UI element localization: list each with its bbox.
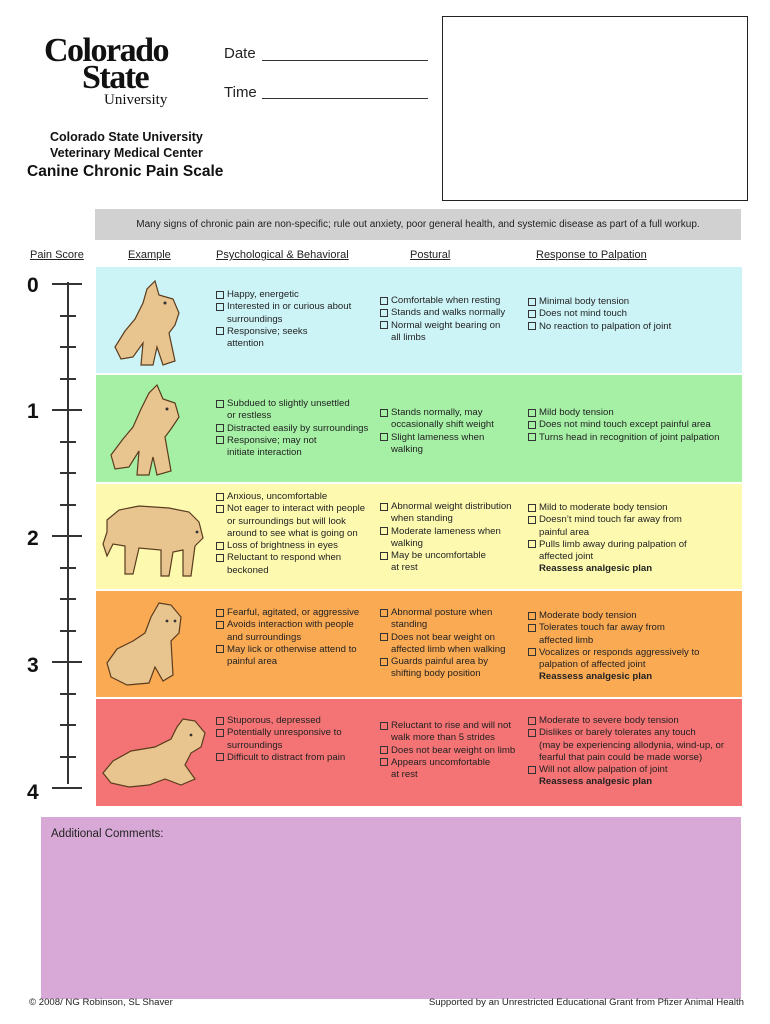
checklist-item[interactable]: May be uncomfortable at rest — [380, 550, 525, 575]
scale-tick — [60, 346, 76, 348]
checkbox[interactable] — [216, 291, 224, 299]
scale-tick — [60, 378, 76, 380]
checklist-item[interactable]: Comfortable when resting — [380, 295, 525, 307]
checkbox[interactable] — [216, 554, 224, 562]
checkbox[interactable] — [216, 436, 224, 444]
psych-column — [216, 289, 376, 350]
checklist-item[interactable]: May lick or otherwise attend to painful area — [216, 644, 381, 669]
checklist-item[interactable]: Abnormal posture when standing — [380, 607, 525, 632]
pain-score-3: 3 — [27, 654, 39, 677]
checklist-item[interactable]: Does not bear weight on limb — [380, 745, 525, 757]
checklist-item[interactable]: Reluctant to respond when beckoned — [216, 552, 381, 577]
checkbox[interactable] — [528, 717, 536, 725]
psych-column — [216, 491, 381, 577]
org-line-1: Colorado State University — [50, 130, 203, 144]
dog-sitting-fearful-icon — [99, 595, 199, 693]
checkbox[interactable] — [380, 503, 388, 511]
checklist-item[interactable]: No reaction to palpation of joint — [528, 321, 740, 333]
checklist-item[interactable]: Slight lameness when walking — [380, 432, 525, 457]
csu-logo — [44, 34, 214, 108]
checkbox[interactable] — [380, 309, 388, 317]
checkbox[interactable] — [216, 303, 224, 311]
logo-line-university: University — [104, 92, 168, 108]
pain-row-1 — [96, 375, 742, 482]
page-title: Canine Chronic Pain Scale — [27, 163, 224, 180]
column-header-example: Example — [128, 249, 171, 261]
scale-tick — [52, 283, 82, 285]
checkbox[interactable] — [380, 609, 388, 617]
pain-row-0 — [96, 267, 742, 373]
scale-tick — [60, 315, 76, 317]
checkbox[interactable] — [216, 753, 224, 761]
checklist-item[interactable]: Minimal body tension — [528, 296, 740, 308]
column-header-palpation: Response to Palpation — [536, 249, 647, 261]
checkbox[interactable] — [380, 527, 388, 535]
checkbox[interactable] — [216, 729, 224, 737]
checklist-item[interactable]: Responsive; may not initiate interaction — [216, 435, 381, 460]
checkbox[interactable] — [216, 645, 224, 653]
checkbox[interactable] — [216, 424, 224, 432]
pain-score-0: 0 — [27, 274, 39, 297]
patient-label-box[interactable] — [442, 16, 748, 201]
checklist-item[interactable]: Dislikes or barely tolerates any touch (may be experiencing allodynia, wind-up, or fearful that pain could be made worse) — [528, 727, 740, 764]
checkbox[interactable] — [216, 717, 224, 725]
checklist-item[interactable]: Interested in or curious about surroundings — [216, 301, 376, 326]
dog-lying-stuporous-icon — [99, 709, 211, 799]
column-header-pain-score: Pain Score — [30, 249, 84, 261]
checklist-item[interactable]: Pulls limb away during palpation of affected joint — [528, 539, 740, 564]
scale-tick — [60, 567, 76, 569]
pain-score-2: 2 — [27, 527, 39, 550]
dog-standing-anxious-icon — [99, 490, 211, 582]
checkbox[interactable] — [216, 542, 224, 550]
reassess-note: Reassess analgesic plan — [539, 563, 653, 575]
scale-tick — [60, 472, 76, 474]
checkbox[interactable] — [528, 433, 536, 441]
checklist-item[interactable]: Stands and walks normally — [380, 307, 525, 319]
checkbox[interactable] — [380, 633, 388, 641]
checklist-item[interactable]: Moderate to severe body tension — [528, 715, 740, 727]
checkbox[interactable] — [380, 321, 388, 329]
additional-comments-box[interactable] — [41, 817, 741, 999]
checklist-item[interactable]: Anxious, uncomfortable — [216, 491, 381, 503]
checkbox[interactable] — [528, 298, 536, 306]
checkbox[interactable] — [528, 421, 536, 429]
time-field[interactable] — [262, 98, 428, 99]
logo-line-colorado: Colorado — [44, 32, 168, 69]
checkbox[interactable] — [216, 505, 224, 513]
scale-tick — [60, 598, 76, 600]
checklist-item[interactable]: Subdued to slightly unsettled or restless — [216, 398, 381, 423]
checklist-item[interactable]: Normal weight bearing on all limbs — [380, 320, 525, 345]
pain-row-2 — [96, 484, 742, 589]
scale-tick — [52, 661, 82, 663]
psych-column — [216, 607, 381, 668]
dog-sitting-subdued-icon — [99, 379, 199, 479]
checkbox[interactable] — [216, 400, 224, 408]
checkbox[interactable] — [380, 758, 388, 766]
checkbox[interactable] — [528, 322, 536, 330]
checklist-item[interactable]: Loss of brightness in eyes — [216, 540, 381, 552]
checklist-item[interactable]: Stands normally, may occasionally shift weight — [380, 407, 525, 432]
reassess-note: Reassess analgesic plan — [539, 671, 653, 683]
time-label: Time — [224, 84, 257, 101]
checklist-item[interactable]: Reluctant to rise and will not walk more than 5 strides — [380, 720, 525, 745]
checklist-item[interactable]: Does not bear weight on affected limb when walking — [380, 632, 525, 657]
checkbox[interactable] — [528, 612, 536, 620]
palpation-column — [528, 715, 740, 789]
additional-comments-label: Additional Comments: — [51, 828, 164, 840]
date-label: Date — [224, 45, 256, 62]
checkbox[interactable] — [528, 540, 536, 548]
checklist-item[interactable]: Tolerates touch far away from affected limb — [528, 622, 740, 647]
column-header-postural: Postural — [410, 249, 451, 261]
checkbox[interactable] — [380, 409, 388, 417]
checklist-item[interactable]: Avoids interaction with people and surroundings — [216, 619, 381, 644]
checkbox[interactable] — [216, 493, 224, 501]
palpation-column — [528, 502, 740, 576]
postural-column — [380, 607, 525, 681]
scale-tick — [60, 630, 76, 632]
checkbox[interactable] — [216, 621, 224, 629]
checkbox[interactable] — [380, 433, 388, 441]
checkbox[interactable] — [380, 552, 388, 560]
checklist-item[interactable]: Difficult to distract from pain — [216, 752, 381, 764]
checklist-item[interactable]: Does not mind touch except painful area — [528, 419, 740, 431]
scale-tick — [60, 504, 76, 506]
checkbox[interactable] — [380, 746, 388, 754]
sponsor-text: Supported by an Unrestricted Educational Grant from Pfizer Animal Health — [428, 997, 744, 1008]
checklist-item[interactable]: Appears uncomfortable at rest — [380, 757, 525, 782]
palpation-column — [528, 610, 740, 684]
checklist-item[interactable]: Stuporous, depressed — [216, 715, 381, 727]
copyright-text: © 2008/ NG Robinson, SL Shaver — [29, 997, 173, 1008]
column-header-psych: Psychological & Behavioral — [216, 249, 349, 261]
pain-row-4 — [96, 699, 742, 806]
checklist-item[interactable]: Happy, energetic — [216, 289, 376, 301]
logo-line-state: State — [82, 59, 149, 96]
checkbox[interactable] — [216, 609, 224, 617]
date-field[interactable] — [262, 60, 428, 61]
checkbox[interactable] — [380, 658, 388, 666]
scale-tick — [60, 724, 76, 726]
checklist-item[interactable]: Fearful, agitated, or aggressive — [216, 607, 381, 619]
checklist-item[interactable]: Potentially unresponsive to surroundings — [216, 727, 381, 752]
psych-column — [216, 715, 381, 764]
checkbox[interactable] — [380, 722, 388, 730]
scale-tick — [60, 756, 76, 758]
dog-sitting-happy-icon — [99, 273, 199, 369]
checklist-item[interactable]: Vocalizes or responds aggressively to palpation of affected joint — [528, 647, 740, 672]
checklist-item[interactable]: Does not mind touch — [528, 308, 740, 320]
checklist-item[interactable]: Guards painful area by shifting body position — [380, 656, 525, 681]
palpation-column — [528, 296, 740, 333]
checklist-item[interactable]: Mild body tension — [528, 407, 740, 419]
checkbox[interactable] — [380, 297, 388, 305]
checkbox[interactable] — [528, 504, 536, 512]
checklist-item[interactable]: Abnormal weight distribution when standing — [380, 501, 525, 526]
checklist-item[interactable]: Moderate lameness when walking — [380, 526, 525, 551]
pain-score-4: 4 — [27, 781, 39, 804]
postural-column — [380, 720, 525, 781]
checkbox[interactable] — [528, 766, 536, 774]
checklist-item[interactable]: Distracted easily by surroundings — [216, 423, 381, 435]
pain-score-1: 1 — [27, 400, 39, 423]
checklist-item[interactable]: Will not allow palpation of joint — [528, 764, 740, 776]
palpation-column — [528, 407, 740, 444]
scale-tick — [52, 787, 82, 789]
scale-tick — [52, 409, 82, 411]
checklist-item[interactable]: Doesn’t mind touch far away from painful area — [528, 514, 740, 539]
org-line-2: Veterinary Medical Center — [50, 146, 203, 160]
postural-column — [380, 407, 525, 456]
checkbox[interactable] — [528, 648, 536, 656]
checkbox[interactable] — [528, 516, 536, 524]
checklist-item[interactable]: Responsive; seeks attention — [216, 326, 376, 351]
postural-column — [380, 295, 525, 344]
scale-tick — [60, 441, 76, 443]
psych-column — [216, 398, 381, 459]
checklist-item[interactable]: Moderate body tension — [528, 610, 740, 622]
checkbox[interactable] — [528, 409, 536, 417]
checkbox[interactable] — [528, 310, 536, 318]
disclaimer-banner: Many signs of chronic pain are non-specific; rule out anxiety, poor general health, and systemic disease as part of a full workup. — [95, 209, 741, 240]
pain-row-3 — [96, 591, 742, 697]
scale-tick — [60, 693, 76, 695]
postural-column — [380, 501, 525, 575]
checklist-item[interactable]: Not eager to interact with people or surroundings but will look around to see what is going on — [216, 503, 381, 540]
checklist-item[interactable]: Mild to moderate body tension — [528, 502, 740, 514]
checkbox[interactable] — [528, 729, 536, 737]
checkbox[interactable] — [528, 624, 536, 632]
scale-tick — [52, 535, 82, 537]
pain-scale-axis — [67, 282, 69, 784]
checklist-item[interactable]: Turns head in recognition of joint palpation — [528, 432, 740, 444]
checkbox[interactable] — [216, 327, 224, 335]
reassess-note: Reassess analgesic plan — [539, 776, 653, 788]
